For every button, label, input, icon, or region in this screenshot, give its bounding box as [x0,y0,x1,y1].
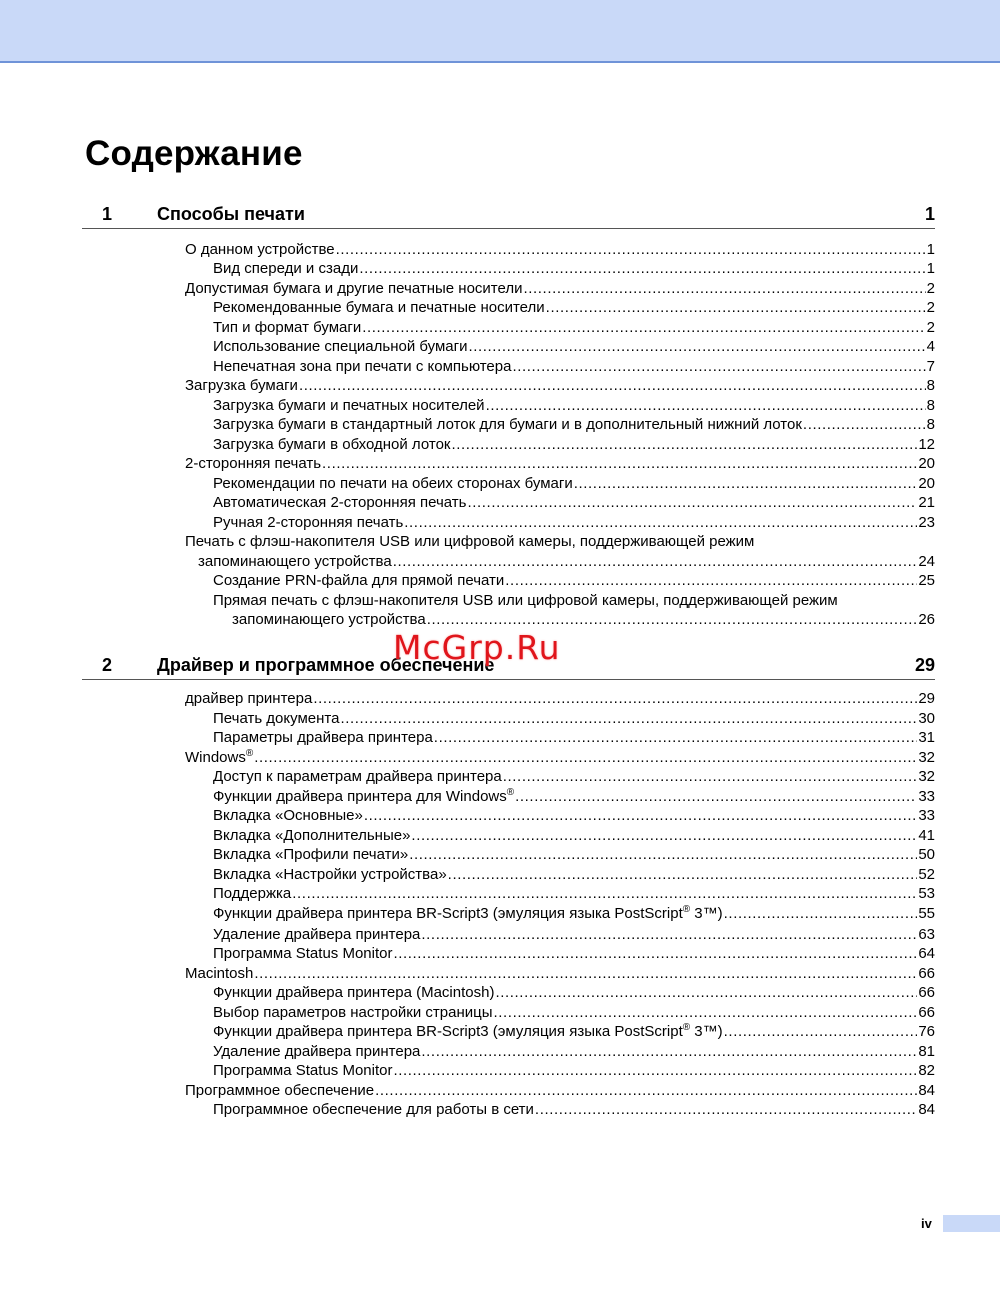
toc-entry[interactable]: Windows® ..... 32 [185,748,935,767]
toc-entry[interactable]: Функции драйвера принтера для Windows® ..... 33 [213,787,935,806]
toc-entry[interactable]: Поддержка ..... 53 [213,884,935,903]
toc-entry[interactable]: Вкладка «Основные» ..... 33 [213,806,935,825]
toc-entry[interactable]: Создание PRN-файла для прямой печати ..... 25 [213,571,935,590]
toc-entry[interactable]: Вкладка «Профили печати» ..... 50 [213,845,935,864]
footer-tab-band [943,1215,1000,1232]
toc-entry[interactable]: Допустимая бумага и другие печатные носители ..... 2 [185,279,935,298]
toc-entry[interactable]: Вид спереди и сзади ..... 1 [213,259,935,278]
chapter-title: Способы печати [157,204,305,224]
toc-entry[interactable]: Непечатная зона при печати с компьютера ..... 7 [213,357,935,376]
footer-page-number: iv [921,1216,932,1231]
toc-entry[interactable]: Программа Status Monitor ..... 82 [213,1061,935,1080]
toc-entry[interactable]: 2-сторонняя печать ..... 20 [185,454,935,473]
toc-entry[interactable]: Удаление драйвера принтера ..... 63 [213,925,935,944]
chapter-1-heading[interactable] [82,201,935,229]
registered-mark: ® [506,787,515,798]
toc-entry[interactable]: О данном устройстве ..... 1 [185,240,935,259]
toc-entry-first-line[interactable]: Печать с флэш-накопителя USB или цифровой камеры, поддерживающей режим [185,533,755,550]
top-header-band [0,0,1000,63]
toc-entry[interactable]: Загрузка бумаги ..... 8 [185,376,935,395]
toc-entry[interactable]: запоминающего устройства ..... 26 [232,610,935,629]
toc-entry[interactable]: Параметры драйвера принтера ..... 31 [213,728,935,747]
toc-entry-first-line[interactable]: Прямая печать с флэш-накопителя USB или цифровой камеры, поддерживающей режим [213,592,838,609]
toc-entry[interactable]: Использование специальной бумаги ..... 4 [213,337,935,356]
toc-entry[interactable]: Доступ к параметрам драйвера принтера ..... 32 [213,767,935,786]
toc-entry[interactable]: Выбор параметров настройки страницы ..... 66 [213,1003,935,1022]
toc-entry[interactable]: Загрузка бумаги в стандартный лоток для бумаги и в дополнительный нижний лоток ..... 8 [213,415,935,434]
page-title: Содержание [85,134,303,173]
chapter-title: Драйвер и программное обеспечение [157,655,495,675]
toc-entry[interactable]: Macintosh ..... 66 [185,964,935,983]
toc-entry[interactable]: Функции драйвера принтера BR-Script3 (эмуляция языка PostScript® 3™) ..... 76 [213,1022,935,1041]
toc-entry[interactable]: Функции драйвера принтера BR-Script3 (эмуляция языка PostScript® 3™) ..... 55 [213,904,935,923]
registered-mark: ® [245,748,254,759]
toc-entry[interactable]: драйвер принтера ..... 29 [185,689,935,708]
toc-entry[interactable]: Программа Status Monitor ..... 64 [213,944,935,963]
toc-entry[interactable]: Рекомендации по печати на обеих сторонах бумаги ..... 20 [213,474,935,493]
toc-entry[interactable]: запоминающего устройства ..... 24 [198,552,935,571]
toc-entry[interactable]: Вкладка «Дополнительные» ..... 41 [213,826,935,845]
toc-entry[interactable]: Ручная 2-сторонняя печать ..... 23 [213,513,935,532]
registered-mark: ® [682,1022,691,1033]
registered-mark: ® [682,904,691,915]
chapter-page: 29 [914,655,935,675]
toc-entry[interactable]: Удаление драйвера принтера ..... 81 [213,1042,935,1061]
toc-entry[interactable]: Функции драйвера принтера (Macintosh) ..... 66 [213,983,935,1002]
toc-entry[interactable]: Автоматическая 2-сторонняя печать ..... 21 [213,493,935,512]
toc-entry[interactable]: Программное обеспечение для работы в сети ..... 84 [213,1100,935,1119]
toc-entry[interactable]: Вкладка «Настройки устройства» ..... 52 [213,865,935,884]
toc-entry[interactable]: Программное обеспечение ..... 84 [185,1081,935,1100]
chapter-number: 1 [102,204,113,224]
toc-entry[interactable]: Рекомендованные бумага и печатные носители ..... 2 [213,298,935,317]
watermark-text: McGrp.Ru [393,628,561,667]
toc-entry[interactable]: Загрузка бумаги и печатных носителей ..... 8 [213,396,935,415]
chapter-page: 1 [924,204,935,224]
toc-entry[interactable]: Тип и формат бумаги ..... 2 [213,318,935,337]
chapter-number: 2 [102,655,113,675]
toc-entry[interactable]: Печать документа ..... 30 [213,709,935,728]
toc-entry[interactable]: Загрузка бумаги в обходной лоток ..... 12 [213,435,935,454]
